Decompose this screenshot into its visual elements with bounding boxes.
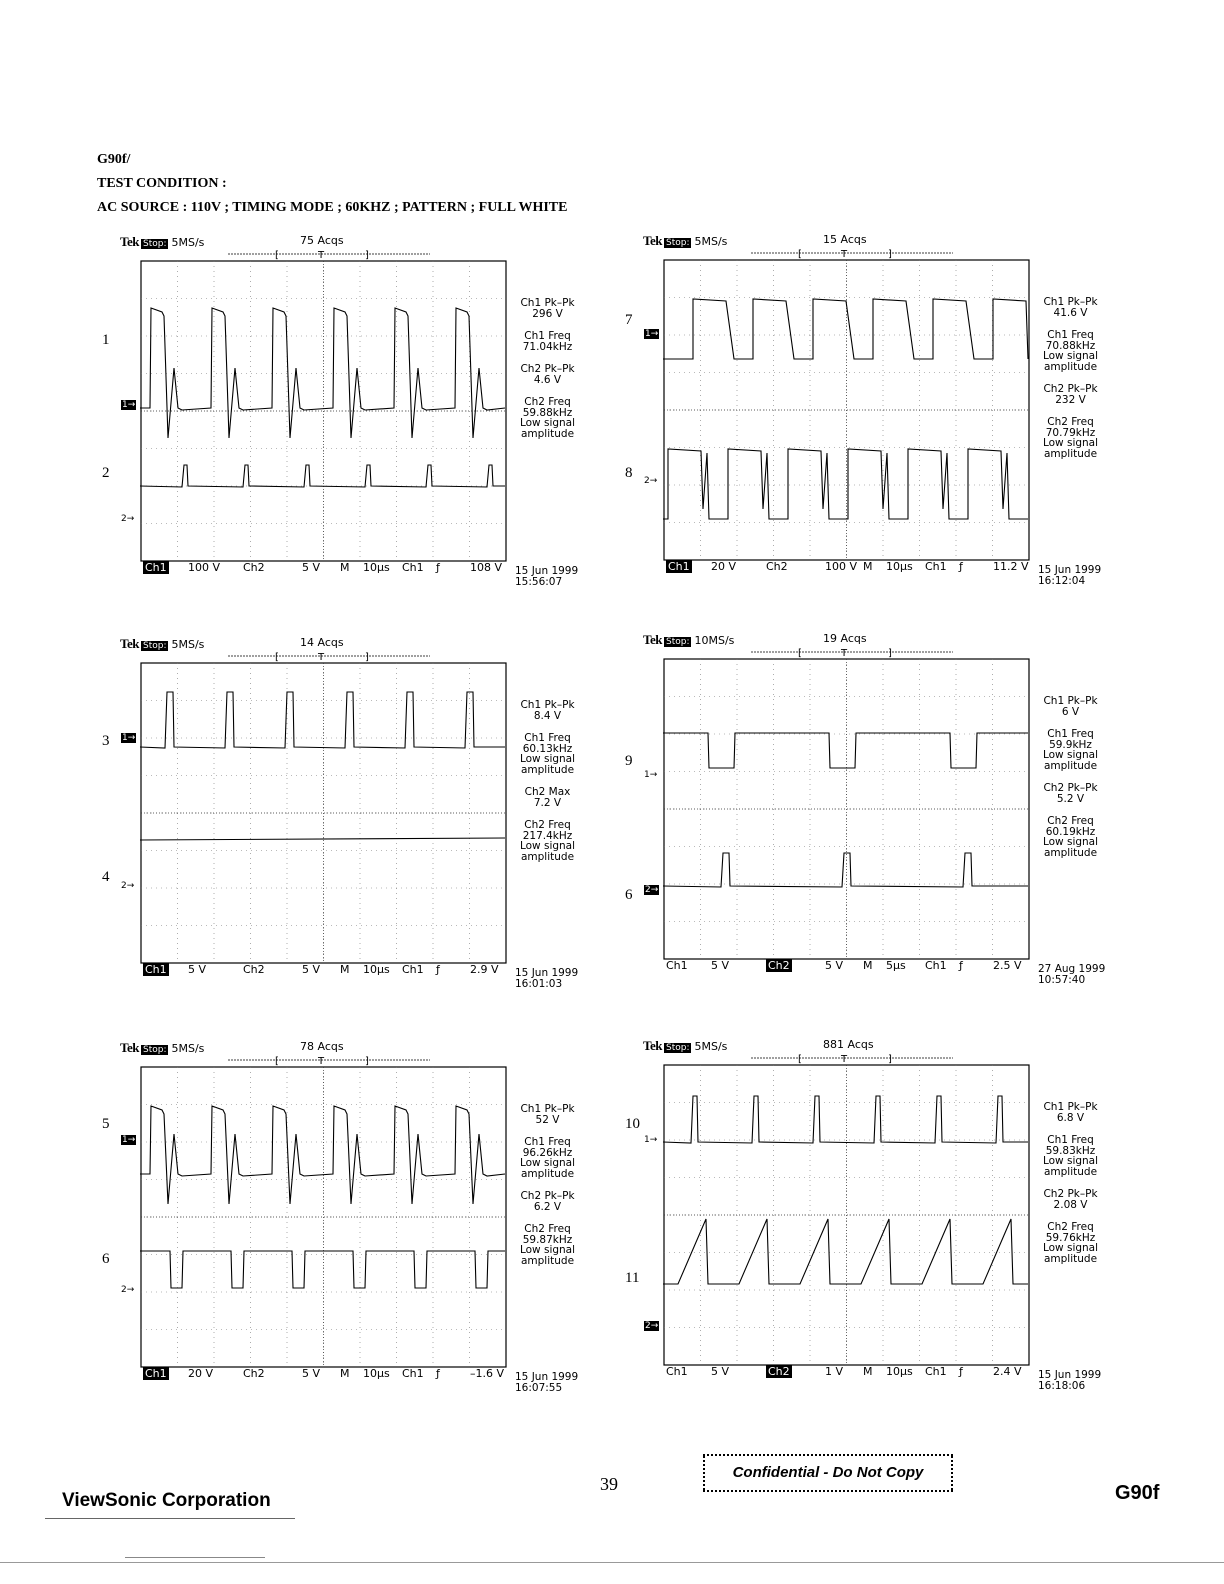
measure-4-label: Ch2 Freq [524,819,571,831]
measure-4-note2: amplitude [1043,447,1098,460]
setting-ch2-label: Ch2 [243,963,265,976]
tek-logo: Tek [120,234,139,249]
timestamp-date: 27 Aug 1999 [1038,963,1106,975]
ch1-ground-marker: 1→ [122,400,136,410]
setting-trig-level: 2.5 V [993,959,1022,972]
acquisition-count: 881 Acqs [823,1038,874,1051]
confidential-notice: Confidential - Do Not Copy [703,1454,953,1492]
measure-1-label: Ch1 Pk–Pk [520,1103,575,1115]
trigger-bar [663,1052,1028,1064]
waveform-label-bottom: 8 [625,465,633,481]
stop-badge: Stop: [665,637,690,647]
measure-3-label: Ch2 Max [524,786,571,798]
setting-ch1-scale: 5 V [188,963,207,976]
stop-badge: Stop: [665,1043,690,1053]
footer-model: G90f [1115,1482,1160,1504]
page-bottom-rule [0,1562,1224,1563]
setting-trig-level: 2.4 V [993,1365,1022,1378]
record-bracket-right: ] [365,250,369,260]
record-bracket-left: [ [275,652,279,662]
setting-ch1-scale: 20 V [188,1367,214,1380]
acquisition-count: 75 Acqs [300,234,344,247]
scope-panel [120,1040,625,1400]
setting-time-label: M [863,959,873,972]
setting-ch1-label: Ch1 [666,1365,688,1378]
footer-rule-short [125,1557,265,1558]
setting-ch2-label: Ch2 [766,560,788,573]
ch2-ground-marker: 2→ [645,1321,659,1331]
measure-2-label: Ch1 Freq [524,330,571,342]
timestamp-date: 15 Jun 1999 [515,565,579,577]
measure-1-value: 8.4 V [533,709,562,722]
measure-2-value: 59.83kHz [1045,1144,1096,1157]
ch1-waveform [663,299,1028,359]
ch1-waveform [140,692,505,748]
measurement-readouts [1033,1102,1108,1276]
measurement-readouts [1033,696,1108,870]
measure-4-value: 60.19kHz [1045,825,1096,838]
scope-panel [643,233,1148,593]
setting-trig-src: Ch1 [402,963,424,976]
model-line: G90f/ [97,152,131,167]
ch1-ground-marker: 1→ [645,329,659,339]
waveform-label-top: 5 [102,1116,110,1132]
test-condition-heading: TEST CONDITION : [97,176,227,191]
graticule [140,260,507,562]
scope-status-line [120,1040,204,1054]
acquisition-count: 15 Acqs [823,233,867,246]
setting-trig-src: Ch1 [925,560,947,573]
timestamp-date: 15 Jun 1999 [515,1371,579,1383]
tek-logo: Tek [120,1040,139,1055]
measure-3-value: 232 V [1055,393,1086,406]
measure-4-value: 70.79kHz [1045,426,1096,439]
ch1-waveform [663,733,1028,768]
ch2-waveform [663,1219,1028,1284]
ch1-waveform [140,1106,505,1204]
scope-panel [120,234,625,594]
timestamp-date: 15 Jun 1999 [1038,564,1102,576]
setting-time-label: M [863,1365,873,1378]
setting-time-label: M [340,1367,350,1380]
measure-2-note2: amplitude [520,1167,575,1180]
sample-rate: 5MS/s [171,638,205,651]
measure-4-label: Ch2 Freq [1047,815,1094,827]
measure-2-note: Low signal [519,753,576,765]
waveform-label-bottom: 4 [102,869,110,885]
setting-trig-level: 108 V [470,561,503,574]
measure-4-note: Low signal [519,417,576,429]
measure-2-note2: amplitude [1043,360,1098,373]
setting-ch1-label: Ch1 [666,959,688,972]
measure-1-label: Ch1 Pk–Pk [520,699,575,711]
ch2-waveform [140,1251,505,1288]
trigger-t: T [318,652,325,662]
measure-1-value: 41.6 V [1053,306,1088,319]
setting-ch1-scale: 5 V [711,959,730,972]
measure-4-note: Low signal [1042,836,1099,848]
ch1-ground-marker: 1→ [122,1135,136,1145]
setting-ch1-scale: 100 V [188,561,221,574]
measure-3-value: 5.2 V [1056,792,1085,805]
record-bracket-left: [ [275,1056,279,1066]
measure-1 [510,1104,585,1125]
trigger-bar [663,247,1028,259]
waveform-label-bottom: 11 [625,1270,640,1286]
setting-ch2-scale: 5 V [302,963,321,976]
waveform-label-top: 3 [102,733,110,749]
timestamp [1038,1370,1101,1392]
record-bracket-right: ] [888,249,892,259]
measure-3-value: 4.6 V [533,373,562,386]
ac-source-line: AC SOURCE : 110V ; TIMING MODE ; 60KHZ ; PATTERN ; FULL WHITE [97,200,568,215]
scope-status-line [120,636,204,650]
setting-ch1-scale: 5 V [711,1365,730,1378]
record-bracket-left: [ [275,250,279,260]
timestamp [1038,565,1101,587]
tek-logo: Tek [643,1038,662,1053]
setting-ch2-scale: 5 V [302,1367,321,1380]
setting-time-scale: 10μs [363,561,390,574]
scope-panel [643,632,1148,992]
measure-4-value: 59.87kHz [522,1233,573,1246]
timestamp [1038,964,1105,986]
ch2-ground-marker: 2→ [121,1285,135,1295]
setting-ch2-scale: 5 V [825,959,844,972]
stop-badge: Stop: [142,641,167,651]
ch2-waveform [663,449,1028,519]
measure-2-note2: amplitude [520,763,575,776]
scope-settings-line [140,1367,520,1381]
measure-2-value: 70.88kHz [1045,339,1096,352]
tek-logo: Tek [643,233,662,248]
measure-2 [1033,330,1108,372]
record-bracket-left: [ [798,249,802,259]
stop-badge: Stop: [142,1045,167,1055]
measure-1-value: 296 V [532,307,563,320]
ch2-waveform [663,853,1028,887]
measure-4-label: Ch2 Freq [524,396,571,408]
measure-1 [510,298,585,319]
record-bracket-right: ] [888,1054,892,1064]
measure-2-note2: amplitude [1043,759,1098,772]
setting-time-scale: 10μs [886,560,913,573]
stop-badge: Stop: [665,238,690,248]
setting-trig-level: 2.9 V [470,963,499,976]
measure-4-note: Low signal [1042,1242,1099,1254]
measure-4-note2: amplitude [520,427,575,440]
timestamp [515,566,578,588]
timestamp-time: 16:07:55 [515,1382,563,1394]
ch2-ground-marker: 2→ [644,476,658,486]
trigger-t: T [318,250,325,260]
timestamp-time: 10:57:40 [1038,974,1086,986]
setting-trig-src: Ch1 [402,561,424,574]
ch2-ground-marker: 2→ [121,881,135,891]
measure-2 [1033,1135,1108,1177]
scope-settings-line [140,963,520,977]
measure-2-value: 96.26kHz [522,1146,573,1159]
measure-4 [1033,417,1108,459]
graticule [140,662,507,964]
measure-2-value: 71.04kHz [522,340,573,353]
waveform-label-top: 10 [625,1116,640,1132]
measure-2-label: Ch1 Freq [524,732,571,744]
timestamp-time: 16:12:04 [1038,575,1086,587]
measure-2 [510,1137,585,1179]
measure-1-value: 52 V [535,1113,560,1126]
ch1-waveform [663,1096,1028,1143]
graticule [140,1066,507,1368]
setting-ch2-scale: 1 V [825,1365,844,1378]
measure-2-note2: amplitude [1043,1165,1098,1178]
timestamp-date: 15 Jun 1999 [1038,1369,1102,1381]
setting-time-scale: 10μs [363,1367,390,1380]
ch2-waveform [140,838,505,840]
measure-3-label: Ch2 Pk–Pk [1043,383,1098,395]
setting-trig-src: Ch1 [925,1365,947,1378]
measure-4-note: Low signal [519,840,576,852]
waveform-label-top: 9 [625,753,633,769]
trigger-bar [140,1054,505,1066]
measurement-readouts [1033,297,1108,471]
measure-4 [510,1224,585,1266]
setting-trig-src: Ch1 [402,1367,424,1380]
measure-4-note2: amplitude [1043,1252,1098,1265]
measure-3-label: Ch2 Pk–Pk [520,1190,575,1202]
company-name: ViewSonic Corporation [62,1490,271,1511]
trigger-t: T [841,249,848,259]
measure-1 [1033,696,1108,717]
page-number: 39 [600,1474,618,1494]
setting-time-label: M [863,560,873,573]
scope-status-line [643,233,727,247]
acquisition-count: 19 Acqs [823,632,867,645]
record-bracket-right: ] [365,652,369,662]
measure-2 [510,733,585,775]
measure-2 [1033,729,1108,771]
measure-4-note2: amplitude [1043,846,1098,859]
measure-1-label: Ch1 Pk–Pk [1043,1101,1098,1113]
measure-3 [510,1191,585,1212]
measure-3-value: 6.2 V [533,1200,562,1213]
measure-4 [1033,1222,1108,1264]
setting-trig-slope: ƒ [959,560,963,573]
measure-4 [510,397,585,439]
scope-settings-line [663,560,1043,574]
measure-4-label: Ch2 Freq [1047,1221,1094,1233]
measure-2-note: Low signal [1042,749,1099,761]
setting-ch1-label: Ch1 [145,561,167,574]
setting-time-scale: 10μs [886,1365,913,1378]
measure-4-value: 59.88kHz [522,406,573,419]
measure-1-label: Ch1 Pk–Pk [1043,296,1098,308]
setting-ch1-scale: 20 V [711,560,737,573]
sample-rate: 5MS/s [694,235,728,248]
setting-time-scale: 5μs [886,959,906,972]
acquisition-count: 78 Acqs [300,1040,344,1053]
measure-4-note: Low signal [519,1244,576,1256]
measure-4-value: 59.76kHz [1045,1231,1096,1244]
measure-3 [1033,1189,1108,1210]
measure-3-value: 7.2 V [533,796,562,809]
setting-ch2-scale: 100 V [825,560,858,573]
tek-logo: Tek [120,636,139,651]
waveform-label-bottom: 2 [102,465,110,481]
trigger-bar [140,650,505,662]
sample-rate: 10MS/s [694,634,735,647]
scope-status-line [643,632,734,646]
setting-trig-slope: ƒ [959,1365,963,1378]
measure-1 [510,700,585,721]
scope-settings-line [663,959,1043,973]
measure-3-value: 2.08 V [1053,1198,1088,1211]
timestamp [515,968,578,990]
timestamp-time: 16:18:06 [1038,1380,1086,1392]
ch1-waveform [140,308,505,438]
measure-4-note2: amplitude [520,850,575,863]
sample-rate: 5MS/s [171,1042,205,1055]
measure-2-note: Low signal [1042,1155,1099,1167]
setting-ch2-scale: 5 V [302,561,321,574]
measure-2-label: Ch1 Freq [1047,329,1094,341]
trigger-t: T [841,1054,848,1064]
measure-2-value: 59.9kHz [1049,738,1092,751]
trigger-bar [140,248,505,260]
ch1-ground-marker: 1→ [122,733,136,743]
measure-3 [510,787,585,808]
waveform-label-top: 7 [625,312,633,328]
ch2-ground-marker: 2→ [121,514,135,524]
timestamp-date: 15 Jun 1999 [515,967,579,979]
timestamp-time: 15:56:07 [515,576,563,588]
measurement-readouts [510,1104,585,1278]
waveform-label-bottom: 6 [102,1251,110,1267]
setting-trig-slope: ƒ [436,561,440,574]
measure-3 [1033,783,1108,804]
measure-4-value: 217.4kHz [522,829,573,842]
setting-trig-src: Ch1 [925,959,947,972]
measure-4 [510,820,585,862]
acquisition-count: 14 Acqs [300,636,344,649]
measure-2-label: Ch1 Freq [524,1136,571,1148]
setting-ch1-label: Ch1 [145,963,167,976]
setting-trig-level: –1.6 V [470,1367,505,1380]
ch2-waveform [140,465,505,487]
measure-1 [1033,297,1108,318]
trigger-bar [663,646,1028,658]
measure-4-label: Ch2 Freq [1047,416,1094,428]
measure-4 [1033,816,1108,858]
graticule [663,259,1030,561]
setting-ch1-label: Ch1 [145,1367,167,1380]
waveform-label-top: 1 [102,332,110,348]
sample-rate: 5MS/s [694,1040,728,1053]
measure-3 [1033,384,1108,405]
measure-2-value: 60.13kHz [522,742,573,755]
setting-ch1-label: Ch1 [668,560,690,573]
record-bracket-right: ] [365,1056,369,1066]
timestamp [515,1372,578,1394]
scope-status-line [643,1038,727,1052]
trigger-t: T [841,648,848,658]
graticule [663,658,1030,960]
ch1-ground-marker: 1→ [644,770,658,780]
measure-4-label: Ch2 Freq [524,1223,571,1235]
measure-1-label: Ch1 Pk–Pk [520,297,575,309]
setting-ch2-label: Ch2 [243,1367,265,1380]
timestamp-time: 16:01:03 [515,978,563,990]
setting-time-scale: 10μs [363,963,390,976]
tek-logo: Tek [643,632,662,647]
stop-badge: Stop: [142,239,167,249]
setting-trig-slope: ƒ [436,963,440,976]
measure-2 [510,331,585,352]
measurement-readouts [510,298,585,451]
measure-2-note: Low signal [1042,350,1099,362]
scope-status-line [120,234,204,248]
measure-3-label: Ch2 Pk–Pk [520,363,575,375]
measure-4-note2: amplitude [520,1254,575,1267]
measurement-readouts [510,700,585,874]
scope-settings-line [663,1365,1043,1379]
scope-panel [643,1038,1148,1398]
graticule [663,1064,1030,1366]
measure-4-note: Low signal [1042,437,1099,449]
trigger-t: T [318,1056,325,1066]
measure-3 [510,364,585,385]
measure-1-label: Ch1 Pk–Pk [1043,695,1098,707]
setting-trig-slope: ƒ [436,1367,440,1380]
measure-2-note: Low signal [519,1157,576,1169]
measure-1 [1033,1102,1108,1123]
ch2-ground-marker: 2→ [645,885,659,895]
setting-ch2-label: Ch2 [768,959,790,972]
measure-3-label: Ch2 Pk–Pk [1043,1188,1098,1200]
footer-rule [45,1518,295,1519]
scope-settings-line [140,561,520,575]
waveform-label-bottom: 6 [625,887,633,903]
measure-1-value: 6.8 V [1056,1111,1085,1124]
measure-1-value: 6 V [1061,705,1080,718]
record-bracket-right: ] [888,648,892,658]
setting-ch2-label: Ch2 [243,561,265,574]
record-bracket-left: [ [798,648,802,658]
setting-trig-level: 11.2 V [993,560,1029,573]
record-bracket-left: [ [798,1054,802,1064]
setting-time-label: M [340,561,350,574]
measure-2-label: Ch1 Freq [1047,1134,1094,1146]
scope-panel [120,636,625,996]
measure-2-label: Ch1 Freq [1047,728,1094,740]
setting-trig-slope: ƒ [959,959,963,972]
setting-time-label: M [340,963,350,976]
measure-3-label: Ch2 Pk–Pk [1043,782,1098,794]
setting-ch2-label: Ch2 [768,1365,790,1378]
ch1-ground-marker: 1→ [644,1135,658,1145]
sample-rate: 5MS/s [171,236,205,249]
